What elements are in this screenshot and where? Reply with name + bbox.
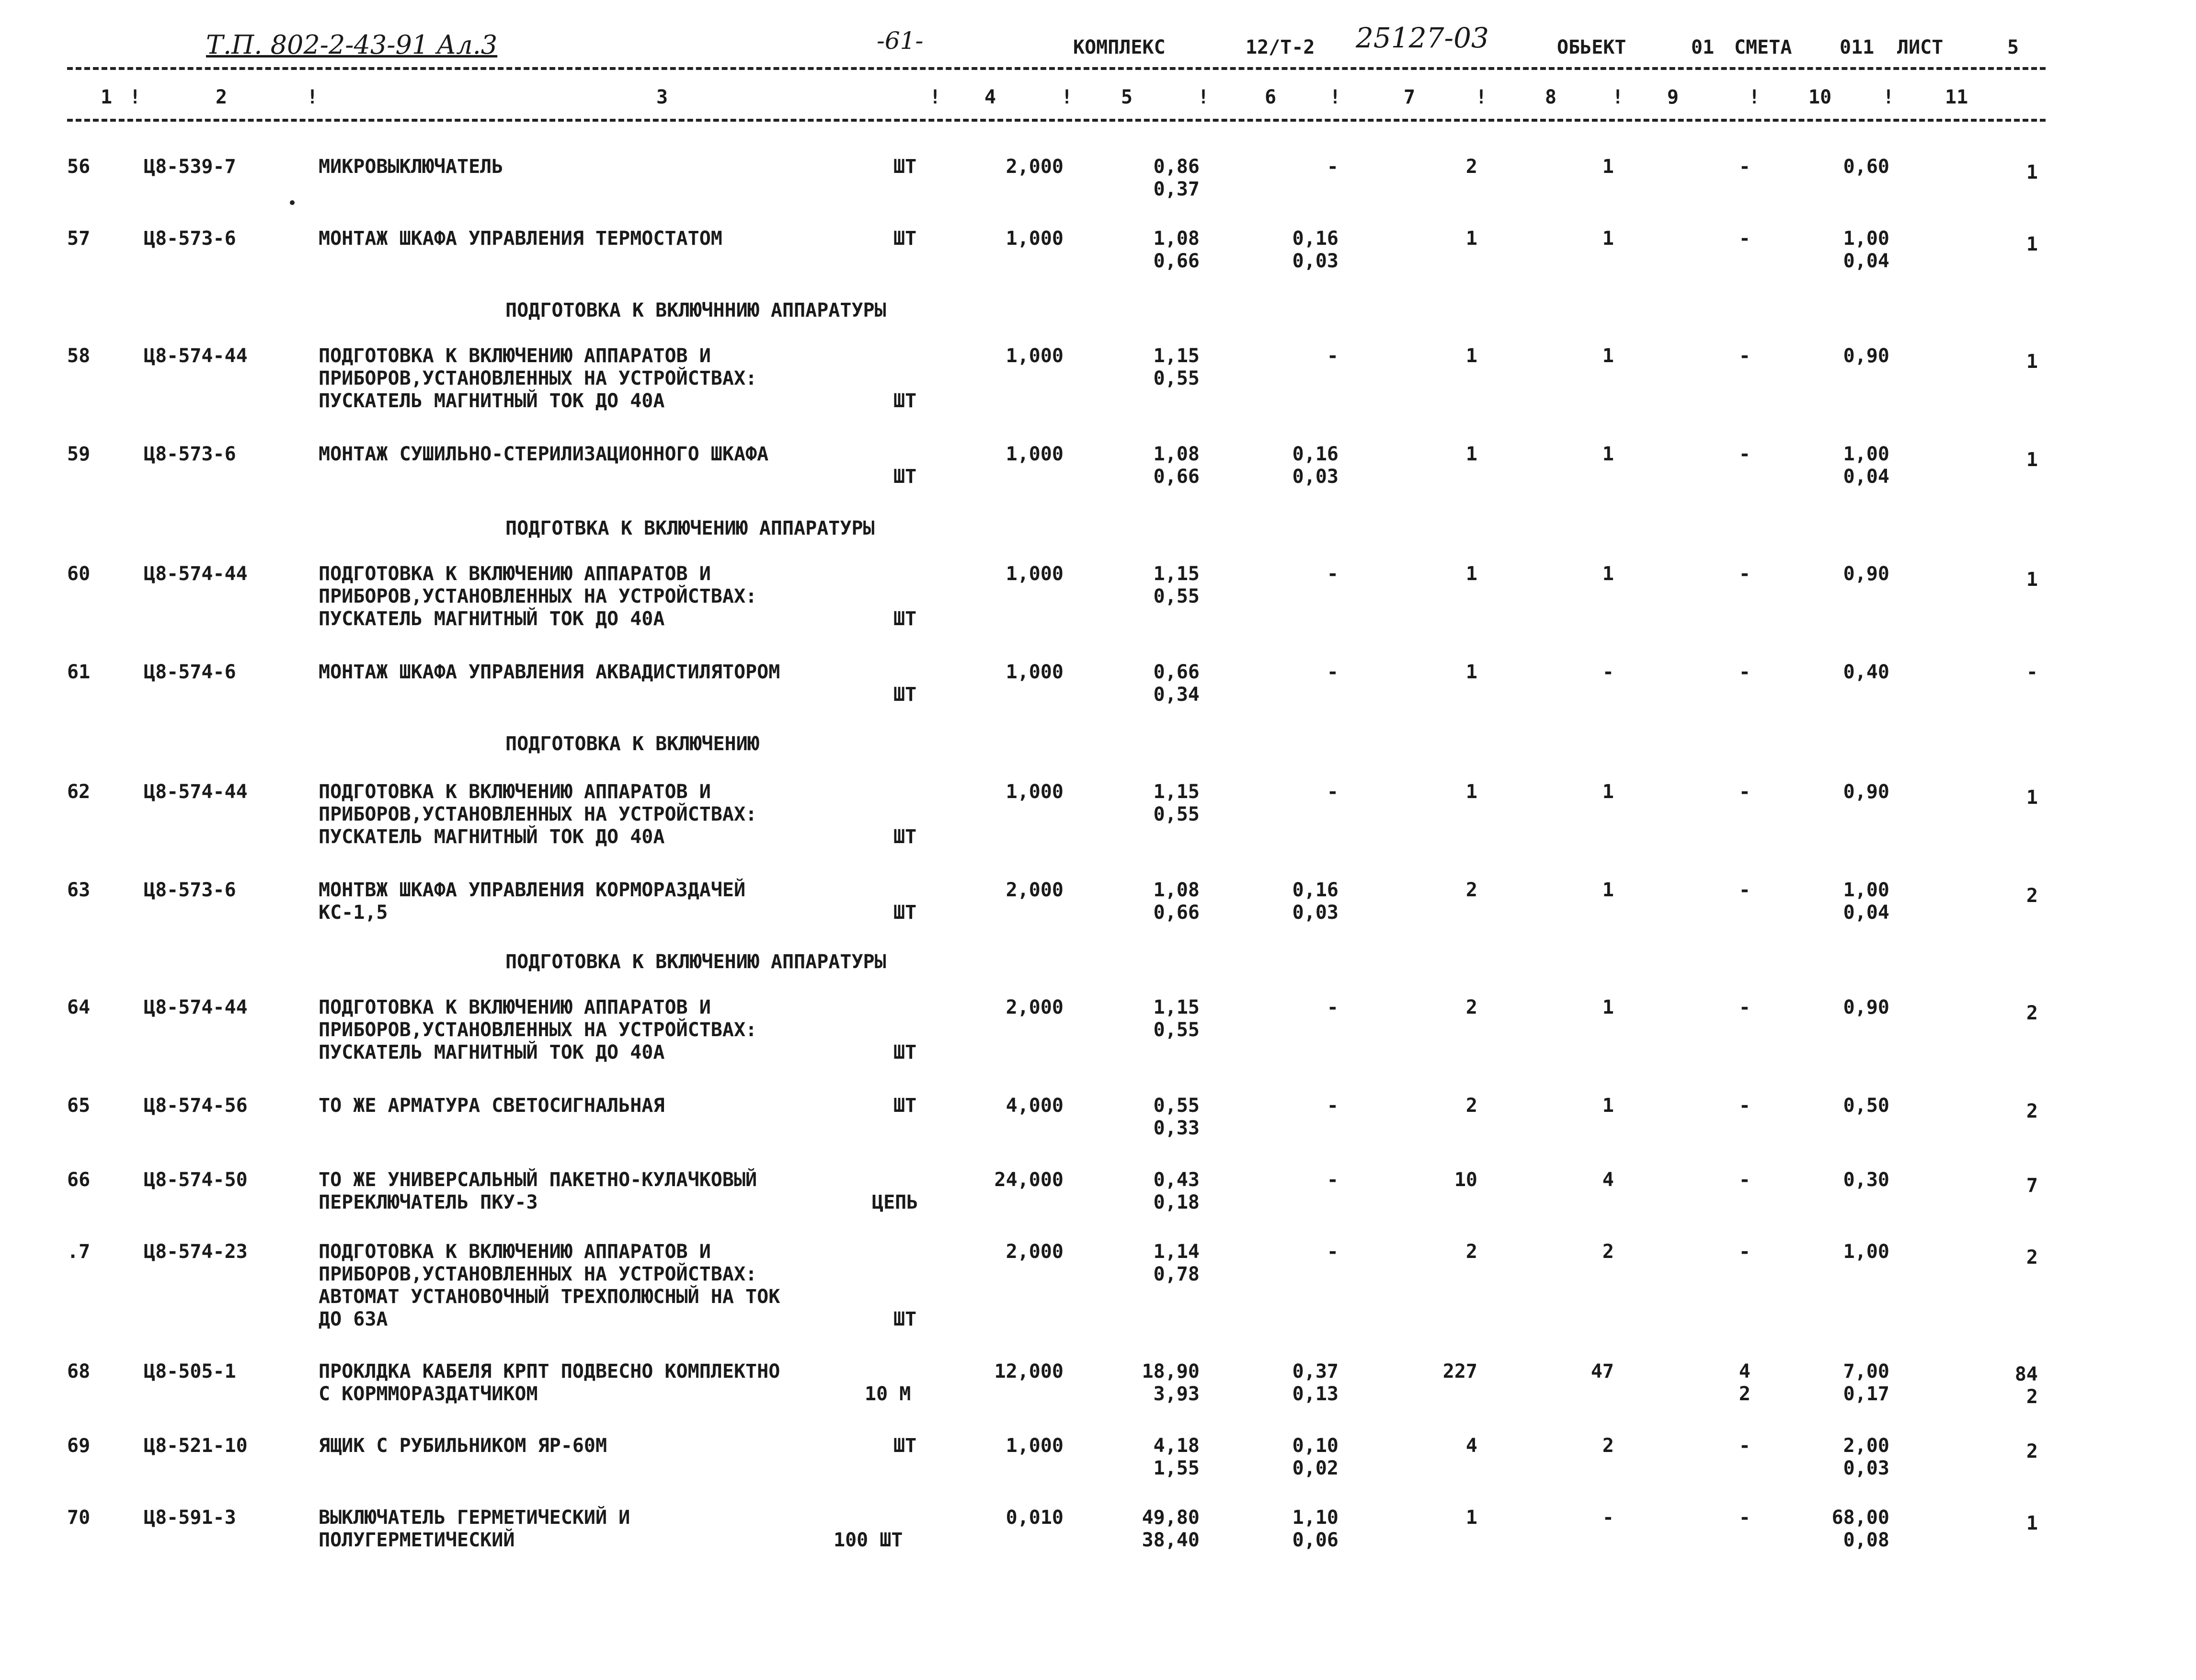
col10-value: 7,00 0,17	[1843, 1360, 1889, 1405]
col8-value: 1	[1602, 228, 1614, 250]
header-rule-top	[67, 67, 2046, 70]
col5-value: 1,08 0,66	[1153, 228, 1200, 272]
col6-value: -	[1327, 1169, 1338, 1191]
col6-value: -	[1327, 661, 1338, 683]
col9-value: -	[1738, 661, 1750, 683]
col7-value: 1	[1465, 1507, 1477, 1529]
col-num-7: 7	[1404, 86, 1416, 108]
col7-value: 2	[1465, 879, 1477, 901]
col8-value: 1	[1602, 1095, 1614, 1117]
col5-value: 0,55 0,33	[1153, 1095, 1200, 1139]
col9-value: -	[1738, 1435, 1750, 1457]
col-num-2: 2	[216, 86, 228, 108]
measure-unit: ШТ	[893, 902, 917, 924]
col6-value: -	[1327, 781, 1338, 803]
row-number: 68	[67, 1360, 91, 1383]
col-num-8: 8	[1545, 86, 1557, 108]
work-description: ПОДГОТОВКА К ВКЛЮЧЕНИЮ АППАРАТОВ И ПРИБОРОВ,УСТАНОВЛЕННЫХ НА УСТРОЙСТВАХ: ПУСКАТЕЛЬ МАГНИТНЫЙ ТОК ДО 40А	[319, 345, 757, 412]
col11-value: 2	[2026, 1002, 2038, 1024]
rate-code: Ц8-505-1	[144, 1360, 236, 1383]
sheet-label: ЛИСТ	[1897, 36, 1944, 58]
col8-value: 1	[1602, 781, 1614, 803]
col6-value: 0,16 0,03	[1292, 879, 1338, 924]
col5-value: 0,43 0,18	[1153, 1169, 1200, 1213]
rate-code: Ц8-573-6	[144, 228, 236, 250]
quantity: 12,000	[994, 1360, 1064, 1383]
col10-value: 0,50	[1843, 1095, 1889, 1117]
col6-value: -	[1327, 996, 1338, 1018]
rate-code: Ц8-539-7	[144, 156, 236, 178]
col5-value: 18,90 3,93	[1142, 1360, 1200, 1405]
measure-unit: ШТ	[893, 1435, 917, 1457]
col5-value: 1,15 0,55	[1153, 563, 1200, 607]
col5-value: 1,08 0,66	[1153, 879, 1200, 924]
col11-value: 1	[2026, 569, 2038, 591]
measure-unit: ШТ	[893, 228, 917, 250]
column-separator: !	[1612, 86, 1624, 108]
stray-mark	[290, 200, 295, 205]
col6-value: -	[1327, 1095, 1338, 1117]
page-number: -61-	[877, 27, 924, 55]
measure-unit: ШТ	[893, 1308, 917, 1330]
col10-value: 2,00 0,03	[1843, 1435, 1889, 1479]
section-heading: ПОДГОТВКА К ВКЛЮЧЕНИЮ АППАРАТУРЫ	[505, 517, 875, 539]
work-description: ЯЩИК С РУБИЛЬНИКОМ ЯР-60М	[319, 1435, 607, 1457]
col7-value: 1	[1465, 443, 1477, 465]
col6-value: 0,16 0,03	[1292, 228, 1338, 272]
measure-unit: ШТ	[893, 466, 917, 488]
work-description: МОНТАЖ ШКАФА УПРАВЛЕНИЯ АКВАДИСТИЛЯТОРОМ	[319, 661, 780, 683]
row-number: 61	[67, 661, 91, 683]
col-num-1: 1	[101, 86, 113, 108]
work-description: ВЫКЛЮЧАТЕЛЬ ГЕРМЕТИЧЕСКИЙ И ПОЛУГЕРМЕТИЧЕСКИЙ	[319, 1507, 630, 1551]
col7-value: 1	[1465, 228, 1477, 250]
measure-unit: 10 М	[865, 1383, 911, 1405]
col11-value: 1	[2026, 351, 2038, 373]
quantity: 1,000	[1006, 345, 1064, 367]
column-separator: !	[1475, 86, 1487, 108]
row-number: 56	[67, 156, 91, 178]
rate-code: Ц8-574-23	[144, 1241, 248, 1263]
col8-value: 1	[1602, 563, 1614, 585]
measure-unit: ШТ	[893, 1095, 917, 1117]
document-code: Т.П. 802-2-43-91 Ал.3	[206, 30, 498, 60]
rate-code: Ц8-574-44	[144, 781, 248, 803]
measure-unit: ШТ	[893, 156, 917, 178]
col8-value: 1	[1602, 996, 1614, 1018]
measure-unit: ШТ	[893, 390, 917, 412]
col9-value: -	[1738, 156, 1750, 178]
col-num-11: 11	[1945, 86, 1968, 108]
col5-value: 0,86 0,37	[1153, 156, 1200, 200]
col11-value: 2	[2026, 1100, 2038, 1122]
section-heading: ПОДГОТОВКА К ВКЛЮЧННИЮ АППАРАТУРЫ	[505, 299, 886, 321]
col10-value: 0,40	[1843, 661, 1889, 683]
estimate-label: СМЕТА	[1734, 36, 1792, 58]
col8-value: 1	[1602, 879, 1614, 901]
row-number: 66	[67, 1169, 91, 1191]
column-separator: !	[1061, 86, 1073, 108]
col8-value: 4	[1602, 1169, 1614, 1191]
col11-value: -	[2026, 661, 2038, 683]
col10-value: 68,00 0,08	[1831, 1507, 1889, 1551]
work-description: МИКРОВЫКЛЮЧАТЕЛЬ	[319, 156, 503, 178]
col7-value: 1	[1465, 661, 1477, 683]
col-num-10: 10	[1808, 86, 1832, 108]
col8-value: -	[1602, 1507, 1614, 1529]
col6-value: -	[1327, 1241, 1338, 1263]
object-label: ОБЬЕКТ	[1557, 36, 1626, 58]
col10-value: 0,90	[1843, 563, 1889, 585]
col10-value: 1,00 0,04	[1843, 443, 1889, 488]
col7-value: 1	[1465, 345, 1477, 367]
col5-value: 49,80 38,40	[1142, 1507, 1200, 1551]
col11-value: 84 2	[2014, 1363, 2038, 1408]
col5-value: 1,08 0,66	[1153, 443, 1200, 488]
complex-handwritten-number: 25127-03	[1356, 22, 1489, 54]
col5-value: 1,15 0,55	[1153, 345, 1200, 389]
rate-code: Ц8-574-44	[144, 563, 248, 585]
col5-value: 1,14 0,78	[1153, 1241, 1200, 1285]
col6-value: -	[1327, 156, 1338, 178]
col7-value: 4	[1465, 1435, 1477, 1457]
col5-value: 1,15 0,55	[1153, 781, 1200, 825]
col-num-5: 5	[1121, 86, 1133, 108]
rate-code: Ц8-574-50	[144, 1169, 248, 1191]
col11-value: 1	[2026, 449, 2038, 471]
col9-value: -	[1738, 996, 1750, 1018]
work-description: ТО ЖЕ УНИВЕРСАЛЬНЫЙ ПАКЕТНО-КУЛАЧКОВЫЙ ПЕРЕКЛЮЧАТЕЛЬ ПКУ-3	[319, 1169, 757, 1213]
col9-value: -	[1738, 1241, 1750, 1263]
row-number: 60	[67, 563, 91, 585]
row-number: 70	[67, 1507, 91, 1529]
section-heading: ПОДГОТОВКА К ВКЛЮЧЕНИЮ	[505, 733, 759, 755]
col9-value: -	[1738, 443, 1750, 465]
col5-value: 0,66 0,34	[1153, 661, 1200, 706]
col8-value: 47	[1590, 1360, 1614, 1383]
col9-value: -	[1738, 563, 1750, 585]
col10-value: 0,90	[1843, 996, 1889, 1018]
column-separator: !	[307, 86, 319, 108]
quantity: 4,000	[1006, 1095, 1064, 1117]
quantity: 1,000	[1006, 443, 1064, 465]
col9-value: -	[1738, 781, 1750, 803]
measure-unit: ЦЕПЬ	[872, 1191, 918, 1213]
column-separator: !	[1329, 86, 1341, 108]
quantity: 1,000	[1006, 781, 1064, 803]
col9-value: -	[1738, 1169, 1750, 1191]
col6-value: 1,10 0,06	[1292, 1507, 1338, 1551]
col10-value: 0,90	[1843, 781, 1889, 803]
col11-value: 2	[2026, 1246, 2038, 1269]
row-number: 63	[67, 879, 91, 901]
col9-value: -	[1738, 345, 1750, 367]
work-description: ПОДГОТОВКА К ВКЛЮЧЕНИЮ АППАРАТОВ И ПРИБОРОВ,УСТАНОВЛЕННЫХ НА УСТРОЙСТВАХ: АВТОМАТ УСТАНОВОЧНЫЙ ТРЕХПОЛЮСНЫЙ НА ТОК ДО 63А	[319, 1241, 780, 1330]
measure-unit: ШТ	[893, 608, 917, 630]
col11-value: 1	[2026, 787, 2038, 809]
quantity: 0,010	[1006, 1507, 1064, 1529]
row-number: 58	[67, 345, 91, 367]
col10-value: 1,00 0,04	[1843, 228, 1889, 272]
column-separator: !	[1883, 86, 1895, 108]
col7-value: 10	[1454, 1169, 1477, 1191]
measure-unit: 100 ШТ	[834, 1529, 903, 1551]
col10-value: 1,00	[1843, 1241, 1889, 1263]
complex-label: КОМПЛЕКС	[1073, 36, 1166, 58]
estimate-value: 011	[1840, 36, 1875, 58]
work-description: МОНТВЖ ШКАФА УПРАВЛЕНИЯ КОРМОРАЗДАЧЕЙ КС-1,5	[319, 879, 746, 924]
col6-value: -	[1327, 563, 1338, 585]
rate-code: Ц8-591-3	[144, 1507, 236, 1529]
rate-code: Ц8-574-6	[144, 661, 236, 683]
object-value: 01	[1691, 36, 1715, 58]
col10-value: 0,60	[1843, 156, 1889, 178]
quantity: 2,000	[1006, 879, 1064, 901]
rate-code: Ц8-521-10	[144, 1435, 248, 1457]
section-heading: ПОДГОТОВКА К ВКЛЮЧЕНИЮ АППАРАТУРЫ	[505, 951, 886, 973]
col-num-3: 3	[656, 86, 668, 108]
work-description: ПРОКЛДКА КАБЕЛЯ КРПТ ПОДВЕСНО КОМПЛЕКТНО С КОРММОРАЗДАТЧИКОМ	[319, 1360, 780, 1405]
col-num-6: 6	[1265, 86, 1277, 108]
col11-value: 2	[2026, 1440, 2038, 1463]
row-number: .7	[67, 1241, 91, 1263]
sheet-value: 5	[2007, 36, 2019, 58]
column-separator: !	[129, 86, 141, 108]
rate-code: Ц8-574-44	[144, 996, 248, 1018]
col7-value: 2	[1465, 156, 1477, 178]
col9-value: -	[1738, 1095, 1750, 1117]
column-separator: !	[1749, 86, 1761, 108]
col7-value: 2	[1465, 1241, 1477, 1263]
measure-unit: ШТ	[893, 1041, 917, 1063]
col9-value: -	[1738, 228, 1750, 250]
work-description: МОНТАЖ ШКАФА УПРАВЛЕНИЯ ТЕРМОСТАТОМ	[319, 228, 722, 250]
row-number: 57	[67, 228, 91, 250]
col5-value: 4,18 1,55	[1153, 1435, 1200, 1479]
col6-value: -	[1327, 345, 1338, 367]
quantity: 2,000	[1006, 156, 1064, 178]
col9-value: -	[1738, 879, 1750, 901]
col10-value: 1,00 0,04	[1843, 879, 1889, 924]
quantity: 24,000	[994, 1169, 1064, 1191]
col8-value: 2	[1602, 1435, 1614, 1457]
work-description: МОНТАЖ СУШИЛЬНО-СТЕРИЛИЗАЦИОННОГО ШКАФА	[319, 443, 769, 465]
row-number: 64	[67, 996, 91, 1018]
column-separator: !	[929, 86, 941, 108]
col11-value: 1	[2026, 233, 2038, 255]
quantity: 1,000	[1006, 228, 1064, 250]
col8-value: 1	[1602, 345, 1614, 367]
col7-value: 1	[1465, 781, 1477, 803]
col11-value: 2	[2026, 885, 2038, 907]
header-rule-bottom	[67, 119, 2046, 122]
col10-value: 0,90	[1843, 345, 1889, 367]
measure-unit: ШТ	[893, 826, 917, 848]
work-description: ПОДГОТОВКА К ВКЛЮЧЕНИЮ АППАРАТОВ И ПРИБОРОВ,УСТАНОВЛЕННЫХ НА УСТРОЙСТВАХ: ПУСКАТЕЛЬ МАГНИТНЫЙ ТОК ДО 40А	[319, 563, 757, 630]
col7-value: 1	[1465, 563, 1477, 585]
work-description: ПОДГОТОВКА К ВКЛЮЧЕНИЮ АППАРАТОВ И ПРИБОРОВ,УСТАНОВЛЕННЫХ НА УСТРОЙСТВАХ: ПУСКАТЕЛЬ МАГНИТНЫЙ ТОК ДО 40А	[319, 996, 757, 1063]
col8-value: 2	[1602, 1241, 1614, 1263]
col8-value: -	[1602, 661, 1614, 683]
measure-unit: ШТ	[893, 684, 917, 706]
rate-code: Ц8-574-56	[144, 1095, 248, 1117]
col-num-4: 4	[984, 86, 996, 108]
column-separator: !	[1198, 86, 1210, 108]
col7-value: 2	[1465, 996, 1477, 1018]
col10-value: 0,30	[1843, 1169, 1889, 1191]
col11-value: 1	[2026, 161, 2038, 183]
col11-value: 7	[2026, 1175, 2038, 1197]
row-number: 59	[67, 443, 91, 465]
col6-value: 0,10 0,02	[1292, 1435, 1338, 1479]
quantity: 2,000	[1006, 1241, 1064, 1263]
col-num-9: 9	[1667, 86, 1679, 108]
quantity: 1,000	[1006, 563, 1064, 585]
quantity: 1,000	[1006, 1435, 1064, 1457]
col6-value: 0,37 0,13	[1292, 1360, 1338, 1405]
rate-code: Ц8-573-6	[144, 443, 236, 465]
col8-value: 1	[1602, 156, 1614, 178]
col6-value: 0,16 0,03	[1292, 443, 1338, 488]
col8-value: 1	[1602, 443, 1614, 465]
rate-code: Ц8-574-44	[144, 345, 248, 367]
work-description: ТО ЖЕ АРМАТУРА СВЕТОСИГНАЛЬНАЯ	[319, 1095, 665, 1117]
col7-value: 227	[1442, 1360, 1477, 1383]
col11-value: 1	[2026, 1512, 2038, 1534]
rate-code: Ц8-573-6	[144, 879, 236, 901]
row-number: 65	[67, 1095, 91, 1117]
quantity: 1,000	[1006, 661, 1064, 683]
row-number: 69	[67, 1435, 91, 1457]
work-description: ПОДГОТОВКА К ВКЛЮЧЕНИЮ АППАРАТОВ И ПРИБОРОВ,УСТАНОВЛЕННЫХ НА УСТРОЙСТВАХ: ПУСКАТЕЛЬ МАГНИТНЫЙ ТОК ДО 40А	[319, 781, 757, 848]
complex-value: 12/Т-2	[1246, 36, 1315, 58]
col9-value: 4 2	[1738, 1360, 1750, 1405]
col7-value: 2	[1465, 1095, 1477, 1117]
quantity: 2,000	[1006, 996, 1064, 1018]
row-number: 62	[67, 781, 91, 803]
col9-value: -	[1738, 1507, 1750, 1529]
col5-value: 1,15 0,55	[1153, 996, 1200, 1041]
